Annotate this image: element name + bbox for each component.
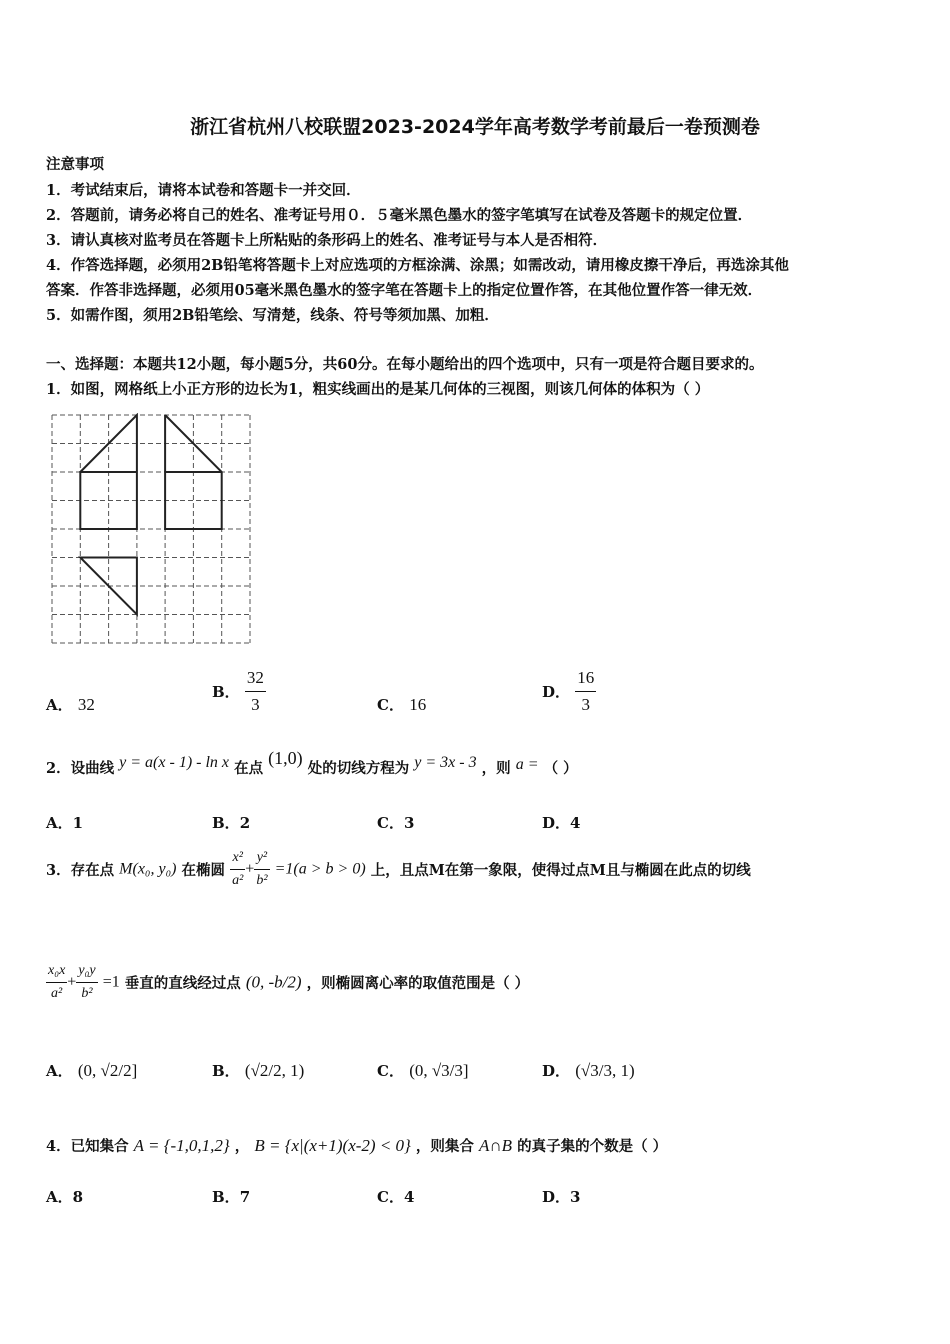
q3-option-d[interactable]: D． (√3/3, 1) bbox=[542, 1061, 635, 1080]
notice-heading: 注意事项 bbox=[46, 156, 104, 173]
q2-option-a[interactable]: A．1 bbox=[46, 814, 84, 832]
page-title: 浙江省杭州八校联盟2023-2024学年高考数学考前最后一卷预测卷 bbox=[190, 116, 760, 138]
q1-option-a[interactable]: A． 32 bbox=[46, 695, 95, 714]
q3-option-b[interactable]: B． (√2/2, 1) bbox=[212, 1061, 305, 1080]
notice-item-2: 2．答题前，请务必将自己的姓名、准考证号用０．５毫米黑色墨水的签字笔填写在试卷及答题卡的规定位置． bbox=[46, 207, 753, 224]
q4-option-a[interactable]: A．8 bbox=[46, 1188, 84, 1206]
three-view-figure bbox=[50, 413, 254, 649]
q4-option-d[interactable]: D．3 bbox=[542, 1188, 581, 1206]
notice-item-3: 3．请认真核对监考员在答题卡上所粘贴的条形码上的姓名、准考证号与本人是否相符． bbox=[46, 232, 608, 249]
q2-stem: 2．设曲线 y = a(x - 1) - ln x 在点 (1,0) 处的切线方程为 y = 3x - 3 ，则 a = （ ） bbox=[46, 748, 578, 777]
q3-stem-line1: 3．存在点 M(x₀, y₀) 在椭圆 $\frac{\text{x²}}{\text{a²}}$ + $\frac{\text{y²}}{\text{b²}}$ =1(a > b > 0) 上，且点M在第一象限，使得过点M且与椭圆在此点的切线 bbox=[46, 850, 751, 888]
q4-stem: 4．已知集合 A = {-1,0,1,2} ， B = {x|(x+1)(x-2) < 0} ，则集合 A∩B 的真子集的个数是（ ） bbox=[46, 1136, 668, 1155]
q3-option-c[interactable]: C． (0, √3/3] bbox=[377, 1061, 469, 1080]
q4-option-b[interactable]: B．7 bbox=[212, 1188, 251, 1206]
q1-option-d[interactable]: D． $\frac{16}{3}$ bbox=[542, 668, 595, 714]
section-heading: 一、选择题：本题共12小题，每小题5分，共60分。在每小题给出的四个选项中，只有一项是符合题目要求的。 bbox=[46, 356, 764, 373]
q1-option-b[interactable]: B． $\frac{32}{3}$ bbox=[212, 668, 264, 714]
q1-option-c[interactable]: C． 16 bbox=[377, 695, 427, 714]
notice-item-4: 4．作答选择题，必须用2B铅笔将答题卡上对应选项的方框涂满、涂黑；如需改动，请用橡皮擦干净后，再选涂其他 bbox=[46, 257, 789, 274]
q3-option-a[interactable]: A． (0, √2/2] bbox=[46, 1061, 138, 1080]
q4-option-c[interactable]: C．4 bbox=[377, 1188, 415, 1206]
notice-item-1: 1．考试结束后，请将本试卷和答题卡一并交回． bbox=[46, 182, 361, 199]
q3-stem-line2: $\frac{\text{x₀x}}{\text{a²}}$ + $\frac{\text{y₀y}}{\text{b²}}$ =1 垂直的直线经过点 (0, -b/2) ，则椭圆离心率的取值范围是（ ） bbox=[48, 963, 530, 1001]
notice-item-4-cont: 答案．作答非选择题，必须用05毫米黑色墨水的签字笔在答题卡上的指定位置作答，在其他位置作答一律无效． bbox=[46, 282, 763, 299]
q2-option-d[interactable]: D．4 bbox=[542, 814, 581, 832]
notice-item-5: 5．如需作图，须用2B铅笔绘、写清楚，线条、符号等须加黑、加粗． bbox=[46, 307, 499, 324]
q2-option-b[interactable]: B．2 bbox=[212, 814, 251, 832]
q2-option-c[interactable]: C．3 bbox=[377, 814, 415, 832]
q1-stem: 1．如图，网格纸上小正方形的边长为1，粗实线画出的是某几何体的三视图，则该几何体的体积为（ ） bbox=[46, 381, 710, 398]
